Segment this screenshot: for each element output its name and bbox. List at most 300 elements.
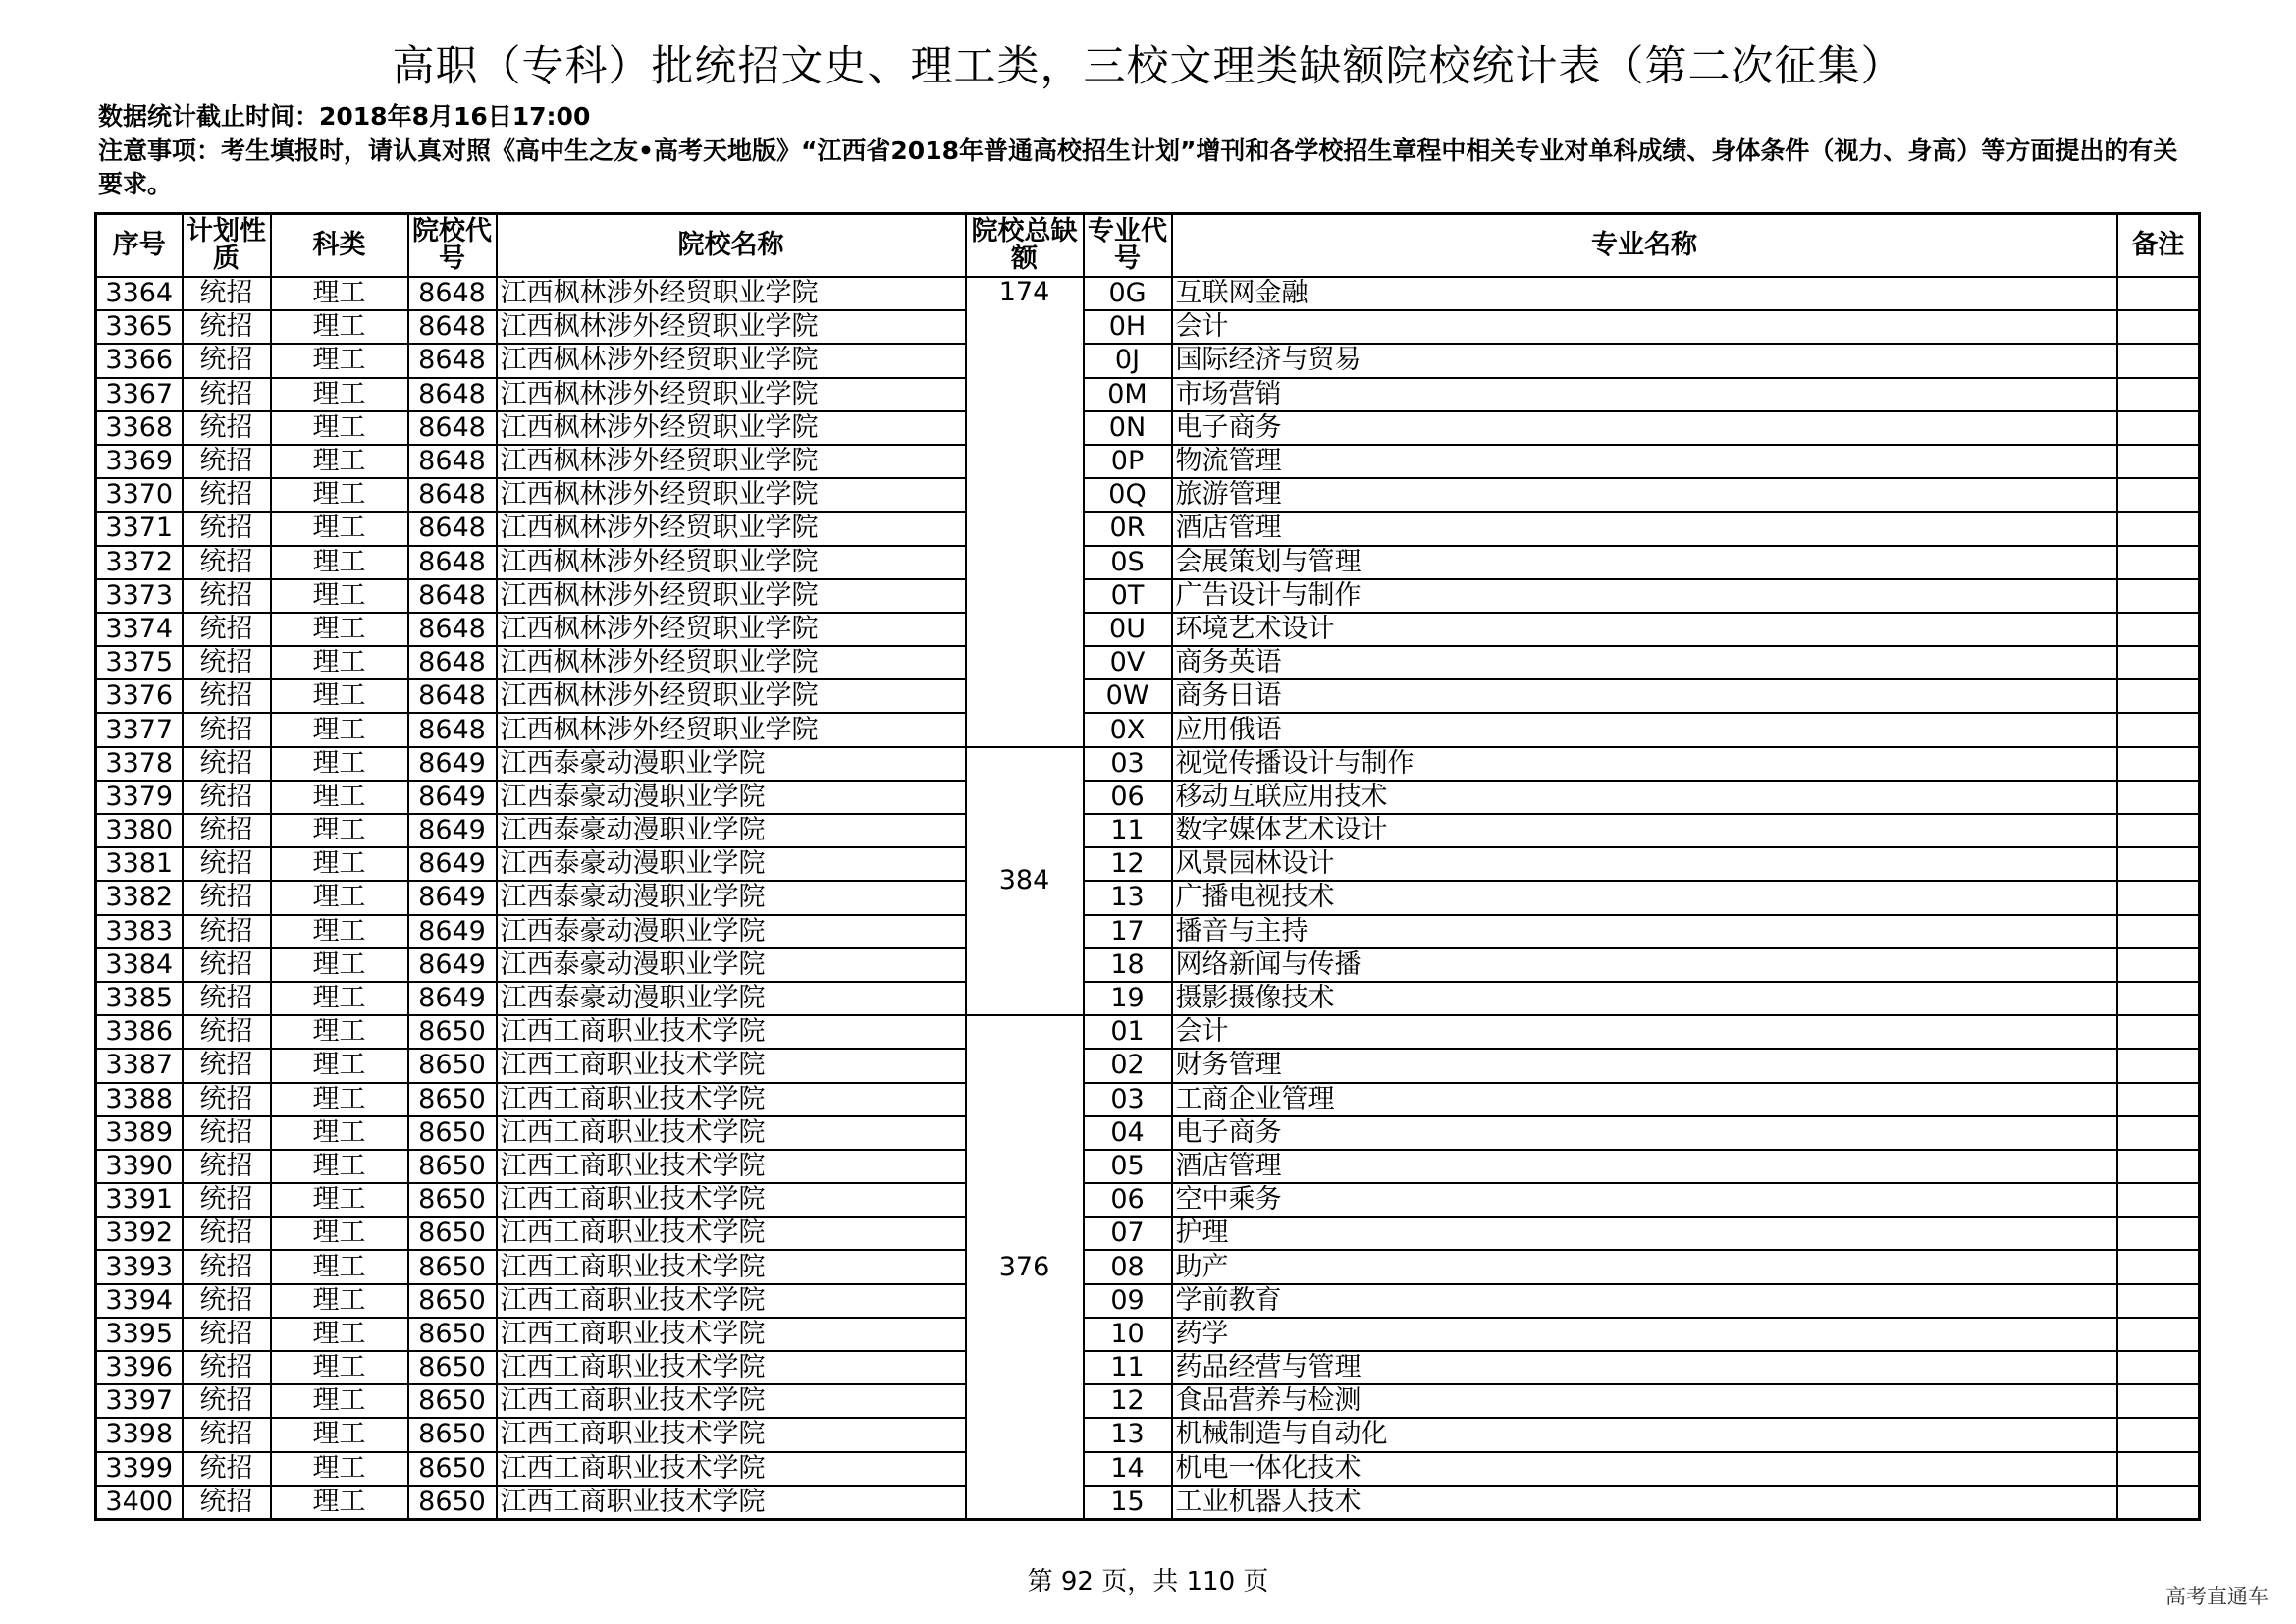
table-row	[96, 713, 2200, 746]
cell-school-code: 8648	[408, 411, 497, 445]
cell-remarks	[2117, 277, 2200, 310]
cell-subject: 理工	[271, 1452, 408, 1486]
cell-subject: 理工	[271, 679, 408, 713]
cell-school-name: 江西工商职业技术学院	[497, 1351, 966, 1384]
table-row	[96, 1351, 2200, 1384]
cell-plan: 统招	[183, 1015, 271, 1049]
cell-plan: 统招	[183, 1486, 271, 1520]
cell-school-name: 江西枫林涉外经贸职业学院	[497, 411, 966, 445]
cell-subject: 理工	[271, 814, 408, 847]
watermark: 高考直通车	[2165, 1585, 2269, 1608]
cell-remarks	[2117, 1384, 2200, 1418]
cell-school-name: 江西枫林涉外经贸职业学院	[497, 478, 966, 512]
cell-school-name: 江西枫林涉外经贸职业学院	[497, 344, 966, 377]
header-total-vacancy: 院校总缺额	[966, 214, 1084, 278]
cell-plan: 统招	[183, 1250, 271, 1283]
cell-major-name: 旅游管理	[1172, 478, 2117, 512]
cell-major-name: 商务英语	[1172, 646, 2117, 679]
cell-seq: 3386	[96, 1015, 183, 1049]
cell-major-name: 酒店管理	[1172, 512, 2117, 545]
cell-school-name: 江西工商职业技术学院	[497, 1384, 966, 1418]
table-row	[96, 1284, 2200, 1318]
cell-major-name: 电子商务	[1172, 1116, 2117, 1150]
table-row	[96, 1015, 2200, 1049]
cell-major-name: 应用俄语	[1172, 713, 2117, 746]
cell-school-name: 江西泰豪动漫职业学院	[497, 847, 966, 881]
cell-subject: 理工	[271, 445, 408, 478]
cell-plan: 统招	[183, 1049, 271, 1082]
cell-seq: 3364	[96, 277, 183, 310]
cell-school-code: 8649	[408, 847, 497, 881]
table-row	[96, 478, 2200, 512]
cell-total-vacancy: 376	[966, 1015, 1084, 1519]
cell-plan: 统招	[183, 579, 271, 613]
cell-remarks	[2117, 1049, 2200, 1082]
cell-remarks	[2117, 1250, 2200, 1283]
cell-school-code: 8650	[408, 1351, 497, 1384]
cell-major-code: 15	[1084, 1486, 1172, 1520]
table-row	[96, 512, 2200, 545]
cell-major-name: 财务管理	[1172, 1049, 2117, 1082]
cell-subject: 理工	[271, 1284, 408, 1318]
cell-plan: 统招	[183, 378, 271, 411]
cell-school-code: 8650	[408, 1015, 497, 1049]
table-row	[96, 1049, 2200, 1082]
cell-seq: 3400	[96, 1486, 183, 1520]
cell-plan: 统招	[183, 847, 271, 881]
cell-plan: 统招	[183, 713, 271, 746]
cell-school-name: 江西枫林涉外经贸职业学院	[497, 679, 966, 713]
cell-school-code: 8648	[408, 679, 497, 713]
cell-school-name: 江西枫林涉外经贸职业学院	[497, 613, 966, 646]
cell-major-code: 18	[1084, 948, 1172, 982]
cell-school-name: 江西枫林涉外经贸职业学院	[497, 277, 966, 310]
cell-remarks	[2117, 915, 2200, 948]
cell-remarks	[2117, 881, 2200, 914]
cell-remarks	[2117, 613, 2200, 646]
cell-major-code: 0X	[1084, 713, 1172, 746]
cell-major-code: 0R	[1084, 512, 1172, 545]
cell-remarks	[2117, 1150, 2200, 1183]
cell-subject: 理工	[271, 478, 408, 512]
cell-plan: 统招	[183, 1150, 271, 1183]
cell-major-code: 0G	[1084, 277, 1172, 310]
cell-school-code: 8648	[408, 310, 497, 344]
cell-remarks	[2117, 1418, 2200, 1451]
cell-plan: 统招	[183, 1351, 271, 1384]
cell-subject: 理工	[271, 747, 408, 781]
cell-remarks	[2117, 847, 2200, 881]
table-row	[96, 982, 2200, 1015]
cell-seq: 3393	[96, 1250, 183, 1283]
cell-school-name: 江西泰豪动漫职业学院	[497, 948, 966, 982]
cell-major-name: 国际经济与贸易	[1172, 344, 2117, 377]
cell-school-name: 江西工商职业技术学院	[497, 1116, 966, 1150]
cell-major-name: 摄影摄像技术	[1172, 982, 2117, 1015]
cell-school-code: 8650	[408, 1049, 497, 1082]
table-row	[96, 1418, 2200, 1451]
cell-major-name: 数字媒体艺术设计	[1172, 814, 2117, 847]
cell-major-code: 0H	[1084, 310, 1172, 344]
cell-subject: 理工	[271, 411, 408, 445]
table-row	[96, 847, 2200, 881]
cell-school-code: 8650	[408, 1384, 497, 1418]
cell-remarks	[2117, 1318, 2200, 1351]
cell-major-name: 酒店管理	[1172, 1150, 2117, 1183]
cell-seq: 3367	[96, 378, 183, 411]
cell-subject: 理工	[271, 646, 408, 679]
cell-school-name: 江西枫林涉外经贸职业学院	[497, 378, 966, 411]
cell-school-code: 8648	[408, 512, 497, 545]
cell-plan: 统招	[183, 948, 271, 982]
cell-remarks	[2117, 814, 2200, 847]
cell-remarks	[2117, 713, 2200, 746]
cell-major-code: 0U	[1084, 613, 1172, 646]
cell-seq: 3377	[96, 713, 183, 746]
cell-school-code: 8650	[408, 1183, 497, 1217]
cell-seq: 3392	[96, 1217, 183, 1250]
cell-school-name: 江西工商职业技术学院	[497, 1217, 966, 1250]
table-header-row	[96, 214, 2200, 278]
cell-seq: 3366	[96, 344, 183, 377]
table-row	[96, 1217, 2200, 1250]
cell-remarks	[2117, 310, 2200, 344]
cell-school-code: 8649	[408, 747, 497, 781]
cell-subject: 理工	[271, 1116, 408, 1150]
cell-school-name: 江西枫林涉外经贸职业学院	[497, 512, 966, 545]
cell-plan: 统招	[183, 646, 271, 679]
cell-major-code: 13	[1084, 881, 1172, 914]
cell-remarks	[2117, 646, 2200, 679]
cell-subject: 理工	[271, 512, 408, 545]
cell-school-name: 江西泰豪动漫职业学院	[497, 915, 966, 948]
cell-school-name: 江西枫林涉外经贸职业学院	[497, 310, 966, 344]
cell-plan: 统招	[183, 781, 271, 814]
cell-plan: 统招	[183, 747, 271, 781]
table-row	[96, 1083, 2200, 1116]
cell-seq: 3385	[96, 982, 183, 1015]
table-row	[96, 646, 2200, 679]
cell-major-name: 会计	[1172, 310, 2117, 344]
cell-plan: 统招	[183, 546, 271, 579]
cell-school-code: 8649	[408, 881, 497, 914]
cell-major-name: 机电一体化技术	[1172, 1452, 2117, 1486]
cell-subject: 理工	[271, 915, 408, 948]
cell-major-code: 03	[1084, 1083, 1172, 1116]
cell-major-code: 04	[1084, 1116, 1172, 1150]
deadline-text: 数据统计截止时间：2018年8月16日17:00	[98, 102, 591, 131]
cell-subject: 理工	[271, 1015, 408, 1049]
cell-plan: 统招	[183, 1384, 271, 1418]
vacancy-table	[94, 212, 2201, 1521]
table-row	[96, 344, 2200, 377]
cell-remarks	[2117, 478, 2200, 512]
cell-school-name: 江西泰豪动漫职业学院	[497, 881, 966, 914]
cell-major-code: 07	[1084, 1217, 1172, 1250]
cell-major-name: 风景园林设计	[1172, 847, 2117, 881]
cell-major-name: 空中乘务	[1172, 1183, 2117, 1217]
table-row	[96, 1318, 2200, 1351]
cell-plan: 统招	[183, 478, 271, 512]
cell-remarks	[2117, 1015, 2200, 1049]
cell-major-name: 环境艺术设计	[1172, 613, 2117, 646]
cell-major-code: 01	[1084, 1015, 1172, 1049]
cell-seq: 3384	[96, 948, 183, 982]
cell-remarks	[2117, 1486, 2200, 1520]
cell-major-code: 14	[1084, 1452, 1172, 1486]
cell-school-code: 8650	[408, 1083, 497, 1116]
cell-seq: 3383	[96, 915, 183, 948]
cell-school-name: 江西工商职业技术学院	[497, 1318, 966, 1351]
table-row	[96, 679, 2200, 713]
table-body	[96, 277, 2200, 1519]
cell-remarks	[2117, 781, 2200, 814]
cell-seq: 3372	[96, 546, 183, 579]
cell-subject: 理工	[271, 579, 408, 613]
cell-plan: 统招	[183, 814, 271, 847]
cell-plan: 统招	[183, 982, 271, 1015]
cell-major-name: 商务日语	[1172, 679, 2117, 713]
table-row	[96, 277, 2200, 310]
table-row	[96, 881, 2200, 914]
cell-subject: 理工	[271, 1217, 408, 1250]
cell-major-code: 09	[1084, 1284, 1172, 1318]
cell-remarks	[2117, 344, 2200, 377]
cell-seq: 3382	[96, 881, 183, 914]
cell-seq: 3397	[96, 1384, 183, 1418]
cell-major-code: 11	[1084, 814, 1172, 847]
header-seq: 序号	[96, 214, 183, 278]
cell-plan: 统招	[183, 512, 271, 545]
cell-major-name: 会计	[1172, 1015, 2117, 1049]
cell-school-name: 江西工商职业技术学院	[497, 1183, 966, 1217]
cell-major-name: 广播电视技术	[1172, 881, 2117, 914]
cell-subject: 理工	[271, 948, 408, 982]
table-row	[96, 1116, 2200, 1150]
cell-plan: 统招	[183, 344, 271, 377]
table-row	[96, 1452, 2200, 1486]
cell-remarks	[2117, 1284, 2200, 1318]
cell-plan: 统招	[183, 1418, 271, 1451]
cell-school-code: 8650	[408, 1452, 497, 1486]
cell-seq: 3370	[96, 478, 183, 512]
table-row	[96, 814, 2200, 847]
cell-major-name: 药品经营与管理	[1172, 1351, 2117, 1384]
cell-subject: 理工	[271, 1418, 408, 1451]
cell-subject: 理工	[271, 982, 408, 1015]
header-school-code: 院校代号	[408, 214, 497, 278]
cell-remarks	[2117, 546, 2200, 579]
cell-subject: 理工	[271, 1083, 408, 1116]
cell-major-name: 工商企业管理	[1172, 1083, 2117, 1116]
cell-school-code: 8649	[408, 814, 497, 847]
cell-remarks	[2117, 1083, 2200, 1116]
cell-school-name: 江西工商职业技术学院	[497, 1250, 966, 1283]
cell-remarks	[2117, 1217, 2200, 1250]
table-row	[96, 546, 2200, 579]
cell-major-name: 会展策划与管理	[1172, 546, 2117, 579]
cell-seq: 3375	[96, 646, 183, 679]
table-row	[96, 445, 2200, 478]
cell-remarks	[2117, 948, 2200, 982]
cell-major-code: 0S	[1084, 546, 1172, 579]
cell-remarks	[2117, 579, 2200, 613]
header-major-name: 专业名称	[1172, 214, 2117, 278]
cell-seq: 3387	[96, 1049, 183, 1082]
cell-school-code: 8648	[408, 344, 497, 377]
cell-major-code: 0N	[1084, 411, 1172, 445]
cell-school-name: 江西枫林涉外经贸职业学院	[497, 546, 966, 579]
cell-remarks	[2117, 512, 2200, 545]
table-row	[96, 310, 2200, 344]
cell-school-name: 江西枫林涉外经贸职业学院	[497, 646, 966, 679]
cell-major-name: 机械制造与自动化	[1172, 1418, 2117, 1451]
cell-major-code: 13	[1084, 1418, 1172, 1451]
cell-major-code: 06	[1084, 1183, 1172, 1217]
cell-major-name: 市场营销	[1172, 378, 2117, 411]
cell-seq: 3398	[96, 1418, 183, 1451]
cell-major-code: 0V	[1084, 646, 1172, 679]
cell-seq: 3369	[96, 445, 183, 478]
cell-major-code: 0J	[1084, 344, 1172, 377]
cell-seq: 3374	[96, 613, 183, 646]
cell-school-code: 8648	[408, 613, 497, 646]
cell-seq: 3365	[96, 310, 183, 344]
cell-major-code: 03	[1084, 747, 1172, 781]
cell-remarks	[2117, 1116, 2200, 1150]
cell-major-name: 网络新闻与传播	[1172, 948, 2117, 982]
cell-major-code: 0M	[1084, 378, 1172, 411]
cell-remarks	[2117, 1351, 2200, 1384]
cell-seq: 3388	[96, 1083, 183, 1116]
cell-remarks	[2117, 1183, 2200, 1217]
cell-school-code: 8650	[408, 1418, 497, 1451]
header-remarks: 备注	[2117, 214, 2200, 278]
cell-major-code: 19	[1084, 982, 1172, 1015]
cell-school-code: 8648	[408, 546, 497, 579]
cell-major-name: 电子商务	[1172, 411, 2117, 445]
cell-major-name: 食品营养与检测	[1172, 1384, 2117, 1418]
cell-seq: 3389	[96, 1116, 183, 1150]
header-plan: 计划性质	[183, 214, 271, 278]
cell-seq: 3395	[96, 1318, 183, 1351]
cell-school-name: 江西工商职业技术学院	[497, 1452, 966, 1486]
table-row	[96, 1384, 2200, 1418]
cell-school-name: 江西泰豪动漫职业学院	[497, 982, 966, 1015]
cell-school-name: 江西泰豪动漫职业学院	[497, 781, 966, 814]
cell-plan: 统招	[183, 1083, 271, 1116]
table-row	[96, 579, 2200, 613]
cell-school-code: 8648	[408, 579, 497, 613]
cell-seq: 3378	[96, 747, 183, 781]
table-row	[96, 747, 2200, 781]
cell-school-code: 8648	[408, 478, 497, 512]
cell-seq: 3371	[96, 512, 183, 545]
cell-plan: 统招	[183, 310, 271, 344]
cell-school-code: 8650	[408, 1318, 497, 1351]
cell-major-code: 05	[1084, 1150, 1172, 1183]
cell-school-code: 8648	[408, 646, 497, 679]
cell-subject: 理工	[271, 277, 408, 310]
cell-subject: 理工	[271, 344, 408, 377]
cell-plan: 统招	[183, 1217, 271, 1250]
cell-remarks	[2117, 679, 2200, 713]
table-row	[96, 1183, 2200, 1217]
table-row	[96, 915, 2200, 948]
table-row	[96, 1150, 2200, 1183]
header-major-code: 专业代号	[1084, 214, 1172, 278]
cell-school-name: 江西工商职业技术学院	[497, 1150, 966, 1183]
cell-major-code: 02	[1084, 1049, 1172, 1082]
cell-subject: 理工	[271, 1183, 408, 1217]
cell-school-name: 江西工商职业技术学院	[497, 1083, 966, 1116]
cell-subject: 理工	[271, 781, 408, 814]
cell-major-name: 物流管理	[1172, 445, 2117, 478]
cell-major-name: 移动互联应用技术	[1172, 781, 2117, 814]
cell-seq: 3394	[96, 1284, 183, 1318]
cell-plan: 统招	[183, 915, 271, 948]
cell-school-code: 8649	[408, 781, 497, 814]
cell-subject: 理工	[271, 1351, 408, 1384]
cell-subject: 理工	[271, 310, 408, 344]
cell-school-code: 8649	[408, 982, 497, 1015]
cell-remarks	[2117, 982, 2200, 1015]
cell-remarks	[2117, 445, 2200, 478]
cell-plan: 统招	[183, 411, 271, 445]
cell-major-code: 12	[1084, 1384, 1172, 1418]
cell-school-name: 江西工商职业技术学院	[497, 1284, 966, 1318]
cell-school-name: 江西工商职业技术学院	[497, 1049, 966, 1082]
cell-major-code: 17	[1084, 915, 1172, 948]
cell-seq: 3373	[96, 579, 183, 613]
cell-major-name: 视觉传播设计与制作	[1172, 747, 2117, 781]
cell-major-name: 护理	[1172, 1217, 2117, 1250]
cell-school-name: 江西枫林涉外经贸职业学院	[497, 579, 966, 613]
cell-school-code: 8650	[408, 1217, 497, 1250]
cell-subject: 理工	[271, 613, 408, 646]
cell-school-name: 江西工商职业技术学院	[497, 1418, 966, 1451]
cell-school-name: 江西枫林涉外经贸职业学院	[497, 713, 966, 746]
cell-school-code: 8650	[408, 1486, 497, 1520]
cell-plan: 统招	[183, 679, 271, 713]
cell-major-code: 0P	[1084, 445, 1172, 478]
cell-major-code: 06	[1084, 781, 1172, 814]
cell-subject: 理工	[271, 546, 408, 579]
cell-plan: 统招	[183, 1318, 271, 1351]
cell-major-code: 0W	[1084, 679, 1172, 713]
cell-seq: 3376	[96, 679, 183, 713]
cell-school-name: 江西泰豪动漫职业学院	[497, 814, 966, 847]
cell-remarks	[2117, 1452, 2200, 1486]
table-row	[96, 613, 2200, 646]
header-subject: 科类	[271, 214, 408, 278]
table-row	[96, 948, 2200, 982]
cell-major-code: 08	[1084, 1250, 1172, 1283]
cell-plan: 统招	[183, 1452, 271, 1486]
cell-school-code: 8650	[408, 1150, 497, 1183]
cell-subject: 理工	[271, 378, 408, 411]
cell-major-name: 播音与主持	[1172, 915, 2117, 948]
cell-total-vacancy: 174	[966, 277, 1084, 747]
cell-seq: 3391	[96, 1183, 183, 1217]
cell-subject: 理工	[271, 1150, 408, 1183]
cell-remarks	[2117, 378, 2200, 411]
cell-school-code: 8649	[408, 915, 497, 948]
page-title: 高职（专科）批统招文史、理工类，三校文理类缺额院校统计表（第二次征集）	[392, 42, 1904, 91]
notice-text: 注意事项：考生填报时，请认真对照《高中生之友•高考天地版》“江西省2018年普通高校招生计划”增刊和各学校招生章程中相关专业对单科成绩、身体条件（视力、身高）等方面提出的有关要求。	[98, 136, 2178, 198]
cell-subject: 理工	[271, 1318, 408, 1351]
cell-school-code: 8650	[408, 1284, 497, 1318]
